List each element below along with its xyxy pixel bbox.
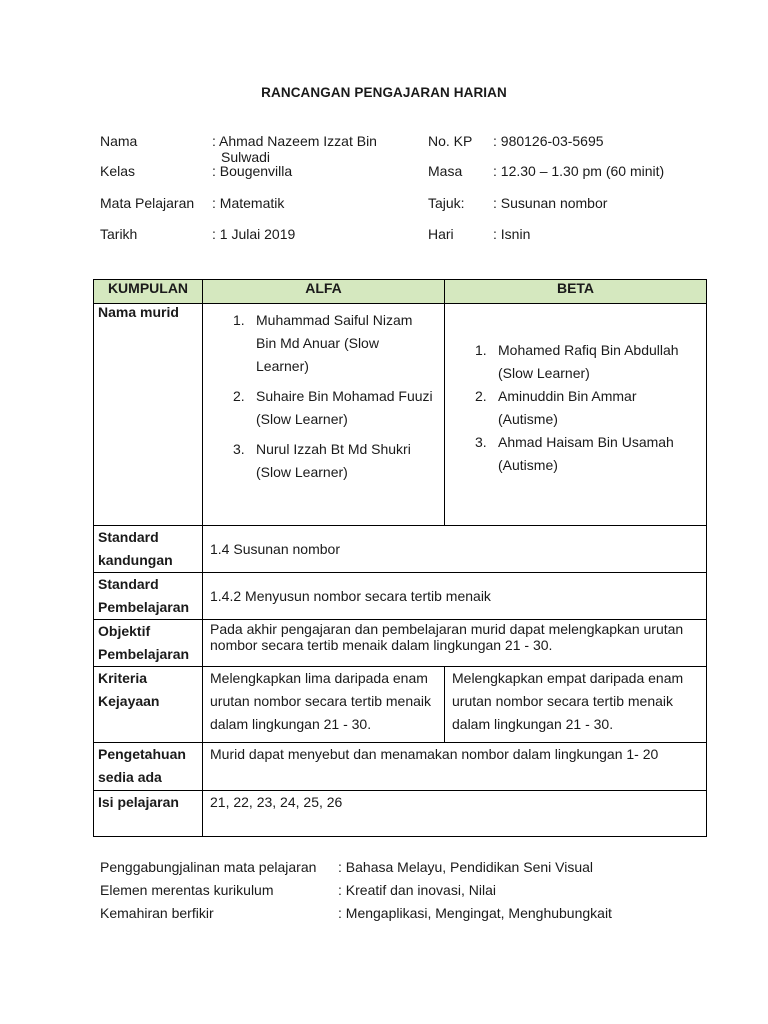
info-masa-value: : 12.30 – 1.30 pm (60 minit) [493,163,665,179]
list-item [203,438,444,484]
kriteria-line: urutan nombor secara tertib menaik [210,693,431,709]
student-line: (Autisme) [498,411,558,427]
label-kriteria [94,667,203,743]
student-line: (Slow Learner) [256,411,348,427]
row-standard-pembelajaran [94,573,707,620]
label-line: kandungan [98,552,173,568]
value-isi-pelajaran: 21, 22, 23, 24, 25, 26 [203,791,707,837]
info-kelas [100,162,420,180]
header-alfa: ALFA [203,280,445,304]
label-standard-kandungan [94,526,203,573]
kriteria-line: Melengkapkan empat daripada enam [452,670,684,686]
student-line: Suhaire Bin Mohamad Fuuzi [256,388,433,404]
info-kelas-label: Kelas [100,163,136,179]
student-line: (Slow Learner) [256,464,348,480]
student-line: Learner) [256,358,309,374]
info-nama-value: : Ahmad Nazeem Izzat Bin [212,133,377,149]
footer-value: : Mengaplikasi, Mengingat, Menghubungkait [338,905,612,921]
footer-row [100,902,612,925]
label-nama-murid: Nama murid [94,304,203,526]
info-mata-pelajaran-value: : Matematik [212,195,285,211]
label-line: Pengetahuan [98,746,186,762]
list-number: 1. [475,342,487,358]
student-line: (Autisme) [498,457,558,473]
list-item [445,431,706,477]
label-isi-pelajaran: Isi pelajaran [94,791,203,837]
header-beta: BETA [445,280,707,304]
document-title: RANCANGAN PENGAJARAN HARIAN [261,85,507,100]
kriteria-line: Melengkapkan lima daripada enam [210,670,428,686]
info-masa-label: Masa [428,163,463,179]
header-kumpulan: KUMPULAN [94,280,203,304]
footer-row [100,856,593,879]
label-line: Pembelajaran [98,646,190,662]
info-tarikh [100,225,420,243]
lesson-plan-table [93,279,707,837]
label-line: Kriteria [98,670,148,686]
objektif-line: Pada akhir pengajaran dan pembelajaran murid dapat melengkapkan urutan [210,621,684,637]
info-mata-pelajaran-label: Mata Pelajaran [100,195,195,211]
label-standard-pembelajaran [94,573,203,620]
info-kelas-value: : Bougenvilla [212,163,293,179]
label-line: Pembelajaran [98,599,190,615]
label-line: Standard [98,576,159,592]
info-hari [428,225,708,243]
value-objektif [203,620,707,667]
student-line: Aminuddin Bin Ammar [498,388,637,404]
info-mata-pelajaran [100,194,420,212]
row-objektif [94,620,707,667]
info-tajuk-label: Tajuk: [428,195,465,211]
student-line: Nurul Izzah Bt Md Shukri [256,441,411,457]
student-line: Ahmad Haisam Bin Usamah [498,434,674,450]
info-nama-value-cont: Sulwadi [221,149,271,165]
list-number: 1. [233,312,245,328]
info-nama-value-wrap [212,132,377,164]
value-standard-kandungan: 1.4 Susunan nombor [203,526,707,573]
beta-student-list [445,304,707,526]
list-item [445,339,706,385]
list-item [203,385,444,431]
table-header-row [94,280,707,304]
info-tajuk-value: : Susunan nombor [493,195,608,211]
label-line: Objektif [98,623,151,639]
footer-value: : Kreatif dan inovasi, Nilai [338,882,496,898]
student-line: Mohamed Rafiq Bin Abdullah [498,342,679,358]
row-isi-pelajaran [94,791,707,837]
list-number: 3. [233,441,245,457]
footer-value: : Bahasa Melayu, Pendidikan Seni Visual [338,859,594,875]
student-line: Muhammad Saiful Nizam [256,312,413,328]
label-pengetahuan [94,743,203,791]
list-item [203,309,444,378]
student-line: (Slow Learner) [498,365,590,381]
footer-row [100,879,496,902]
kriteria-beta [445,667,707,743]
info-no-kp-value: : 980126-03-5695 [493,133,604,149]
label-line: Standard [98,529,159,545]
student-line: Bin Md Anuar (Slow [256,335,379,351]
info-hari-value: : Isnin [493,226,531,242]
row-nama-murid [94,304,707,526]
row-standard-kandungan [94,526,707,573]
objektif-line: nombor secara tertib menaik dalam lingkungan 21 - 30. [210,637,553,653]
info-tajuk [428,194,708,212]
info-no-kp-label: No. KP [428,133,473,149]
alfa-names [203,309,444,484]
list-item [445,385,706,431]
label-objektif [94,620,203,667]
info-hari-label: Hari [428,226,454,242]
beta-names [445,339,706,477]
kriteria-line: urutan nombor secara tertib menaik [452,693,673,709]
info-tarikh-label: Tarikh [100,226,138,242]
footer-label: Penggabungjalinan mata pelajaran [100,859,317,875]
kriteria-line: dalam lingkungan 21 - 30. [210,716,372,732]
row-kriteria [94,667,707,743]
value-pengetahuan: Murid dapat menyebut dan menamakan nombor dalam lingkungan 1- 20 [203,743,707,791]
footer-label: Kemahiran berfikir [100,905,214,921]
row-pengetahuan [94,743,707,791]
alfa-student-list [203,304,445,526]
list-number: 2. [475,388,487,404]
info-tarikh-value: : 1 Julai 2019 [212,226,296,242]
kriteria-alfa [203,667,445,743]
label-line: Kejayaan [98,693,160,709]
list-number: 2. [233,388,245,404]
list-number: 3. [475,434,487,450]
info-no-kp [428,132,708,150]
value-standard-pembelajaran: 1.4.2 Menyusun nombor secara tertib menaik [203,573,707,620]
footer-label: Elemen merentas kurikulum [100,882,274,898]
label-line: sedia ada [98,769,162,785]
kriteria-line: dalam lingkungan 21 - 30. [452,716,614,732]
info-masa [428,162,708,180]
info-nama-label: Nama [100,133,138,149]
